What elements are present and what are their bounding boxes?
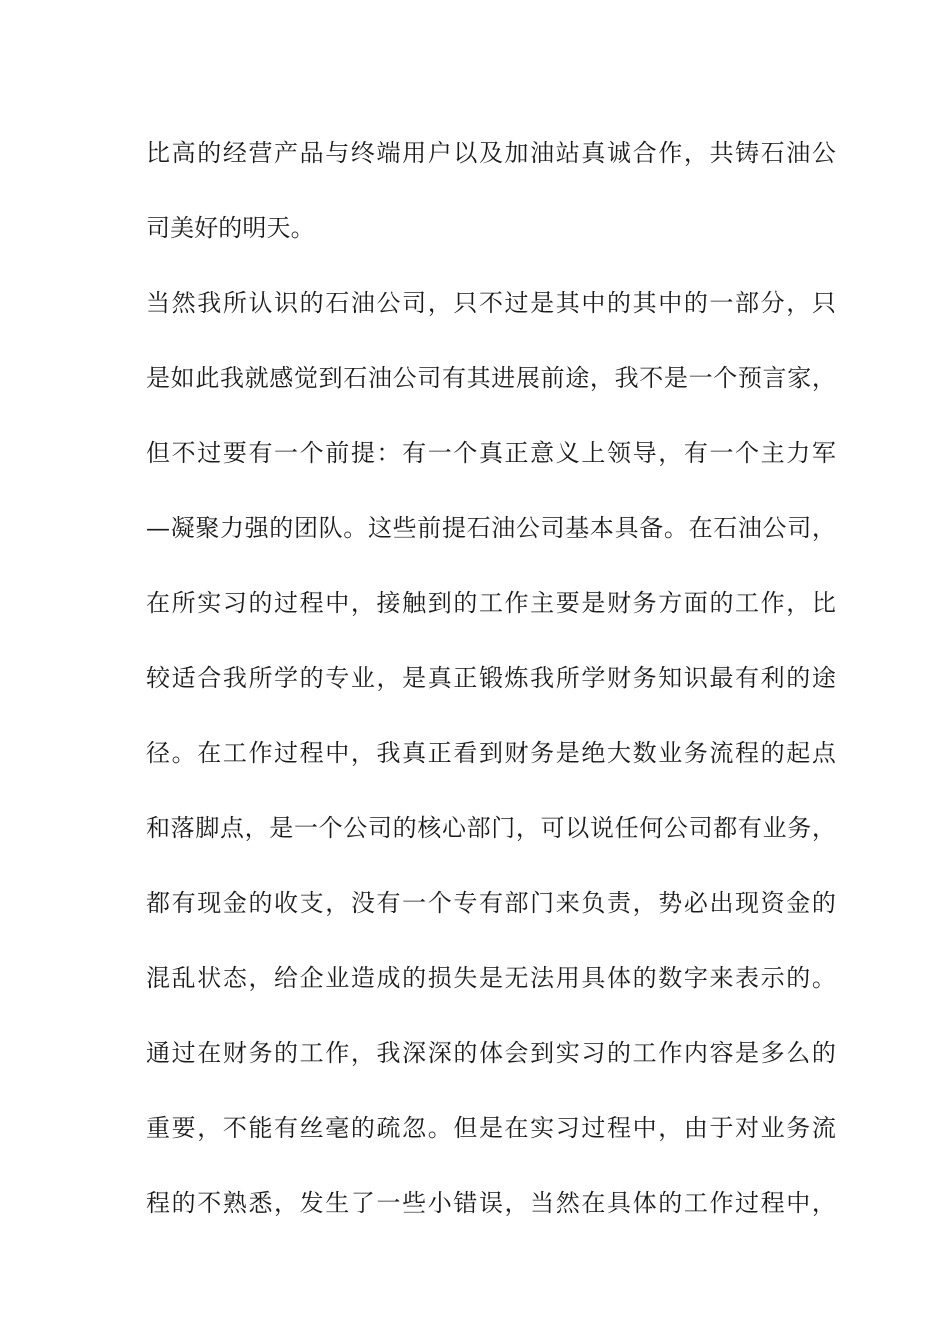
text-line-10: 和落脚点，是一个公司的核心部门，可以说任何公司都有业务，	[146, 814, 836, 842]
text-line-6: —凝聚力强的团队。这些前提石油公司基本具备。在石油公司，	[146, 514, 836, 542]
text-line-7: 在所实习的过程中，接触到的工作主要是财务方面的工作，比	[146, 589, 836, 617]
text-line-1: 比高的经营产品与终端用户以及加油站真诚合作，共铸石油公	[146, 139, 836, 167]
text-line-3: 当然我所认识的石油公司，只不过是其中的其中的一部分，只	[146, 289, 836, 317]
text-line-11: 都有现金的收支，没有一个专有部门来负责，势必出现资金的	[146, 889, 836, 917]
text-line-14: 重要，不能有丝毫的疏忽。但是在实习过程中，由于对业务流	[146, 1114, 836, 1142]
text-line-2: 司美好的明天。	[146, 214, 315, 242]
text-line-5: 但不过要有一个前提：有一个真正意义上领导，有一个主力军	[146, 439, 836, 467]
text-line-8: 较适合我所学的专业，是真正锻炼我所学财务知识最有利的途	[146, 664, 836, 692]
body-text	[146, 130, 836, 1255]
text-line-12: 混乱状态，给企业造成的损失是无法用具体的数字来表示的。	[146, 964, 836, 992]
text-line-9: 径。在工作过程中，我真正看到财务是绝大数业务流程的起点	[146, 739, 836, 767]
text-line-4: 是如此我就感觉到石油公司有其进展前途，我不是一个预言家，	[146, 364, 836, 392]
text-line-13: 通过在财务的工作，我深深的体会到实习的工作内容是多么的	[146, 1039, 836, 1067]
text-line-15: 程的不熟悉，发生了一些小错误，当然在具体的工作过程中，	[146, 1189, 836, 1217]
